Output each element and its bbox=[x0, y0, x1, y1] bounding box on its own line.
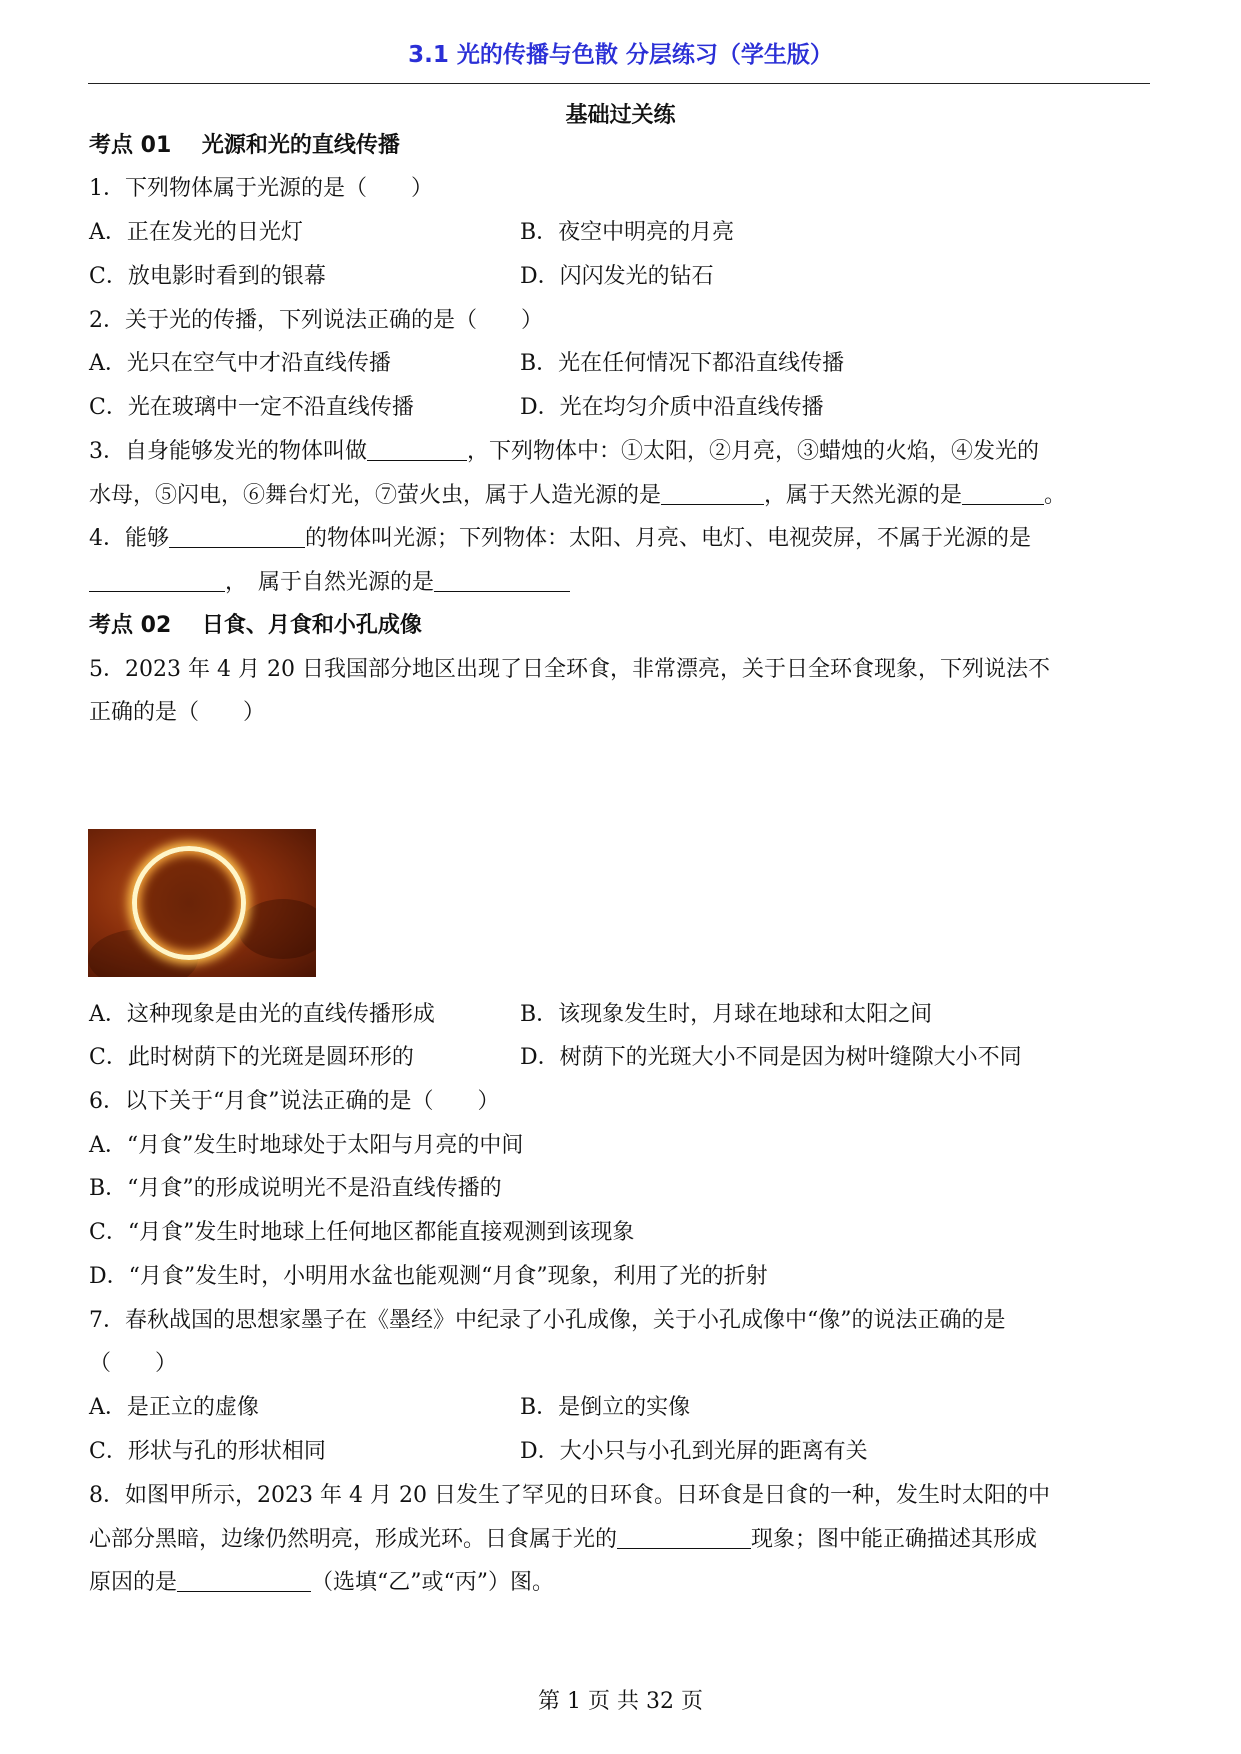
q2-option-b: B．光在任何情况下都沿直线传播 bbox=[520, 351, 845, 376]
q8-text-2b: 现象；图中能正确描述其形成 bbox=[751, 1527, 1038, 1552]
q8-line2 bbox=[89, 1525, 1037, 1555]
q4-line2 bbox=[89, 568, 570, 598]
q7-stem-1: 7．春秋战国的思想家墨子在《墨经》中纪录了小孔成像，关于小孔成像中“像”的说法正确的是 bbox=[89, 1308, 1006, 1333]
q3-text-3: 水母，⑤闪电，⑥舞台灯光，⑦萤火虫，属于人造光源的是 bbox=[89, 483, 662, 508]
kp2-name: 日食、月食和小孔成像 bbox=[201, 613, 422, 638]
q7-option-a: A．是正立的虚像 bbox=[89, 1395, 259, 1420]
q8-line3 bbox=[89, 1568, 554, 1598]
eclipse-ring bbox=[132, 846, 246, 960]
doc-title: 3.1 光的传播与色散 分层练习（学生版） bbox=[408, 42, 833, 68]
q4-text-1: 4．能够 bbox=[89, 526, 169, 551]
q5-option-c: C．此时树荫下的光斑是圆环形的 bbox=[89, 1045, 414, 1070]
q3-blank-3[interactable] bbox=[962, 482, 1044, 505]
q8-line1: 8．如图甲所示，2023 年 4 月 20 日发生了罕见的日环食。日环食是日食的一种，发生时太阳的中 bbox=[89, 1483, 1050, 1508]
kp2-num: 考点 02 bbox=[89, 613, 172, 638]
kp1-num: 考点 01 bbox=[89, 133, 172, 158]
q7-stem-2: （ ） bbox=[89, 1351, 178, 1376]
q4-text-2: 的物体叫光源；下列物体：太阳、月亮、电灯、电视荧屏，不属于光源的是 bbox=[305, 526, 1032, 551]
q8-blank-1[interactable] bbox=[617, 1526, 751, 1549]
q4-text-3: ， 属于自然光源的是 bbox=[225, 570, 435, 595]
q6-option-c: C．“月食”发生时地球上任何地区都能直接观测到该现象 bbox=[89, 1220, 635, 1245]
q2-option-a: A．光只在空气中才沿直线传播 bbox=[89, 351, 391, 376]
page-footer: 第 1 页 共 32 页 bbox=[538, 1689, 703, 1714]
q3-line1 bbox=[89, 437, 1039, 467]
q3-text-4: ，属于天然光源的是 bbox=[764, 483, 963, 508]
q6-option-d: D．“月食”发生时，小明用水盆也能观测“月食”现象，利用了光的折射 bbox=[89, 1264, 768, 1289]
q1-stem: 1．下列物体属于光源的是（ ） bbox=[89, 176, 433, 201]
annular-eclipse-image bbox=[88, 829, 316, 977]
q1-option-b: B．夜空中明亮的月亮 bbox=[520, 220, 735, 245]
q3-text-2: ，下列物体中：①太阳，②月亮，③蜡烛的火焰，④发光的 bbox=[467, 439, 1040, 464]
q8-text-3b: （选填“乙”或“丙”）图。 bbox=[311, 1570, 555, 1595]
q3-text-5: 。 bbox=[1044, 483, 1067, 508]
q3-text-1: 3．自身能够发光的物体叫做 bbox=[89, 439, 367, 464]
q4-blank-3[interactable] bbox=[434, 569, 570, 592]
q3-blank-1[interactable] bbox=[367, 438, 467, 461]
q5-option-d: D．树荫下的光斑大小不同是因为树叶缝隙大小不同 bbox=[520, 1045, 1022, 1070]
q5-option-a: A．这种现象是由光的直线传播形成 bbox=[89, 1002, 435, 1027]
header-divider bbox=[88, 83, 1150, 84]
q4-line1 bbox=[89, 524, 1031, 554]
q3-blank-2[interactable] bbox=[661, 482, 764, 505]
q6-option-b: B．“月食”的形成说明光不是沿直线传播的 bbox=[89, 1176, 502, 1201]
kp1-name: 光源和光的直线传播 bbox=[201, 133, 400, 158]
q5-stem-2: 正确的是（ ） bbox=[89, 700, 266, 725]
q4-blank-2[interactable] bbox=[89, 569, 225, 592]
kp1-heading bbox=[89, 131, 400, 161]
q2-option-c: C．光在玻璃中一定不沿直线传播 bbox=[89, 395, 414, 420]
q4-blank-1[interactable] bbox=[169, 525, 305, 548]
kp2-heading bbox=[89, 611, 422, 641]
q1-option-a: A．正在发光的日光灯 bbox=[89, 220, 303, 245]
q6-stem: 6．以下关于“月食”说法正确的是（ ） bbox=[89, 1089, 500, 1114]
q3-line2 bbox=[89, 481, 1066, 511]
section-heading: 基础过关练 bbox=[565, 103, 676, 128]
q8-text-2a: 心部分黑暗，边缘仍然明亮，形成光环。日食属于光的 bbox=[89, 1527, 618, 1552]
q5-stem-1: 5．2023 年 4 月 20 日我国部分地区出现了日全环食，非常漂亮，关于日全环食现象，下列说法不 bbox=[89, 657, 1050, 682]
q7-option-c: C．形状与孔的形状相同 bbox=[89, 1439, 326, 1464]
q2-option-d: D．光在均匀介质中沿直线传播 bbox=[520, 395, 824, 420]
q1-option-c: C．放电影时看到的银幕 bbox=[89, 264, 326, 289]
q5-option-b: B．该现象发生时，月球在地球和太阳之间 bbox=[520, 1002, 933, 1027]
q7-option-d: D．大小只与小孔到光屏的距离有关 bbox=[520, 1439, 868, 1464]
q8-blank-2[interactable] bbox=[177, 1569, 311, 1592]
q8-text-3a: 原因的是 bbox=[89, 1570, 178, 1595]
q7-option-b: B．是倒立的实像 bbox=[520, 1395, 691, 1420]
q6-option-a: A．“月食”发生时地球处于太阳与月亮的中间 bbox=[89, 1133, 524, 1158]
q2-stem: 2．关于光的传播，下列说法正确的是（ ） bbox=[89, 308, 543, 333]
q1-option-d: D．闪闪发光的钻石 bbox=[520, 264, 714, 289]
